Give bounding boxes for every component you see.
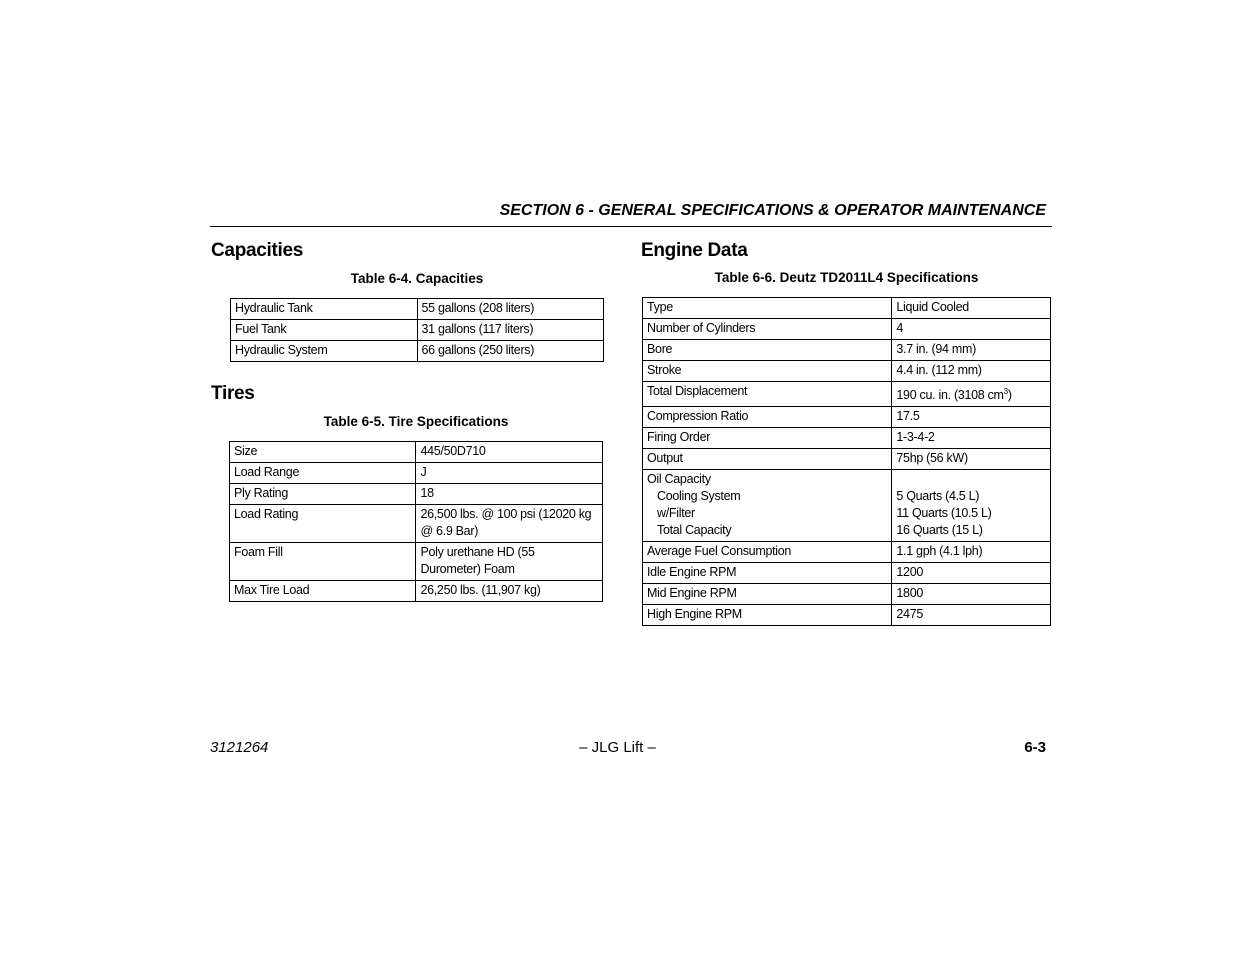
table-cell-label: Number of Cylinders	[643, 319, 892, 340]
table-cell-value: 55 gallons (208 liters)	[417, 299, 603, 320]
capacities-table-caption: Table 6-4. Capacities	[350, 271, 484, 286]
table-cell-value: 4	[892, 319, 1051, 340]
table-cell-value: 31 gallons (117 liters)	[417, 320, 603, 341]
table-cell-label: Bore	[643, 340, 892, 361]
table-cell-value	[892, 470, 1051, 542]
table-row	[231, 341, 604, 362]
table-cell-label: Foam Fill	[230, 543, 416, 581]
table-cell-value: Poly urethane HD (55 Durometer) Foam	[416, 543, 603, 581]
engine-table-caption: Table 6-6. Deutz TD2011L4 Specifications	[714, 270, 979, 285]
table-row	[230, 543, 603, 581]
table-cell-label	[643, 470, 892, 542]
table-cell-label: Firing Order	[643, 428, 892, 449]
table-cell-value: 18	[416, 484, 603, 505]
table-cell-label: High Engine RPM	[643, 605, 892, 626]
table-cell-value: J	[416, 463, 603, 484]
table-row	[643, 382, 1051, 407]
table-row-oil-capacity	[643, 470, 1051, 542]
footer-center-text: – JLG Lift –	[579, 739, 656, 756]
tires-table	[229, 441, 603, 602]
table-row	[230, 463, 603, 484]
table-cell-value: 2475	[892, 605, 1051, 626]
oil-total-capacity-value: 16 Quarts (15 L)	[896, 523, 983, 538]
capacities-table	[230, 298, 604, 362]
table-cell-label: Idle Engine RPM	[643, 563, 892, 584]
table-cell-label: Mid Engine RPM	[643, 584, 892, 605]
table-row	[643, 584, 1051, 605]
displacement-close: )	[1007, 388, 1012, 403]
table-cell-value: 1200	[892, 563, 1051, 584]
table-cell-value: 26,250 lbs. (11,907 kg)	[416, 581, 603, 602]
table-cell-value: 75hp (56 kW)	[892, 449, 1051, 470]
table-cell-value: 66 gallons (250 liters)	[417, 341, 603, 362]
table-row	[230, 581, 603, 602]
engine-table	[642, 297, 1051, 626]
table-row	[230, 484, 603, 505]
tires-heading: Tires	[211, 383, 255, 404]
table-cell-label: Stroke	[643, 361, 892, 382]
header-rule	[210, 226, 1052, 227]
table-row	[643, 428, 1051, 449]
table-cell-label: Total Displacement	[643, 382, 892, 407]
table-row	[643, 319, 1051, 340]
table-row	[231, 299, 604, 320]
table-cell-label: Hydraulic Tank	[231, 299, 418, 320]
displacement-superscript: 3	[1003, 387, 1008, 396]
table-row	[643, 298, 1051, 319]
table-cell-label: Load Rating	[230, 505, 416, 543]
oil-total-capacity-label: Total Capacity	[657, 523, 732, 538]
table-row	[643, 542, 1051, 563]
table-cell-value: 26,500 lbs. @ 100 psi (12020 kg @ 6.9 Bar)	[416, 505, 603, 543]
table-row	[643, 563, 1051, 584]
table-cell-value: 4.4 in. (112 mm)	[892, 361, 1051, 382]
table-cell-label: Size	[230, 442, 416, 463]
table-cell-label: Compression Ratio	[643, 407, 892, 428]
table-cell-label: Average Fuel Consumption	[643, 542, 892, 563]
table-cell-label: Load Range	[230, 463, 416, 484]
oil-filter-value: 11 Quarts (10.5 L)	[896, 506, 992, 521]
oil-cooling-system-value: 5 Quarts (4.5 L)	[896, 489, 980, 504]
table-cell-label: Hydraulic System	[231, 341, 418, 362]
table-row	[230, 505, 603, 543]
oil-capacity-label: Oil Capacity	[647, 472, 711, 487]
footer-page-number: 6-3	[1024, 739, 1046, 756]
table-cell-value: 17.5	[892, 407, 1051, 428]
table-cell-label: Fuel Tank	[231, 320, 418, 341]
displacement-value: 190 cu. in. (3108 cm	[896, 388, 1004, 403]
table-cell-label: Output	[643, 449, 892, 470]
capacities-heading: Capacities	[211, 240, 304, 261]
table-cell-value: 1-3-4-2	[892, 428, 1051, 449]
oil-cooling-system-label: Cooling System	[657, 489, 741, 504]
tires-table-caption: Table 6-5. Tire Specifications	[323, 414, 509, 429]
table-cell-value: 1.1 gph (4.1 lph)	[892, 542, 1051, 563]
table-cell-label: Type	[643, 298, 892, 319]
table-row	[643, 449, 1051, 470]
table-cell-value: 1800	[892, 584, 1051, 605]
table-cell-value: 445/50D710	[416, 442, 603, 463]
table-cell-value: 3.7 in. (94 mm)	[892, 340, 1051, 361]
table-cell-value: Liquid Cooled	[892, 298, 1051, 319]
table-row	[643, 340, 1051, 361]
table-row	[643, 407, 1051, 428]
table-row	[231, 320, 604, 341]
table-cell-label: Ply Rating	[230, 484, 416, 505]
table-cell-value	[892, 382, 1051, 407]
section-header-title: SECTION 6 - GENERAL SPECIFICATIONS & OPERATOR MAINTENANCE	[499, 202, 1046, 219]
table-row	[230, 442, 603, 463]
table-cell-label: Max Tire Load	[230, 581, 416, 602]
table-row	[643, 605, 1051, 626]
footer-doc-number: 3121264	[210, 739, 269, 756]
table-row	[643, 361, 1051, 382]
engine-data-heading: Engine Data	[641, 240, 748, 261]
oil-filter-label: w/Filter	[657, 506, 695, 521]
